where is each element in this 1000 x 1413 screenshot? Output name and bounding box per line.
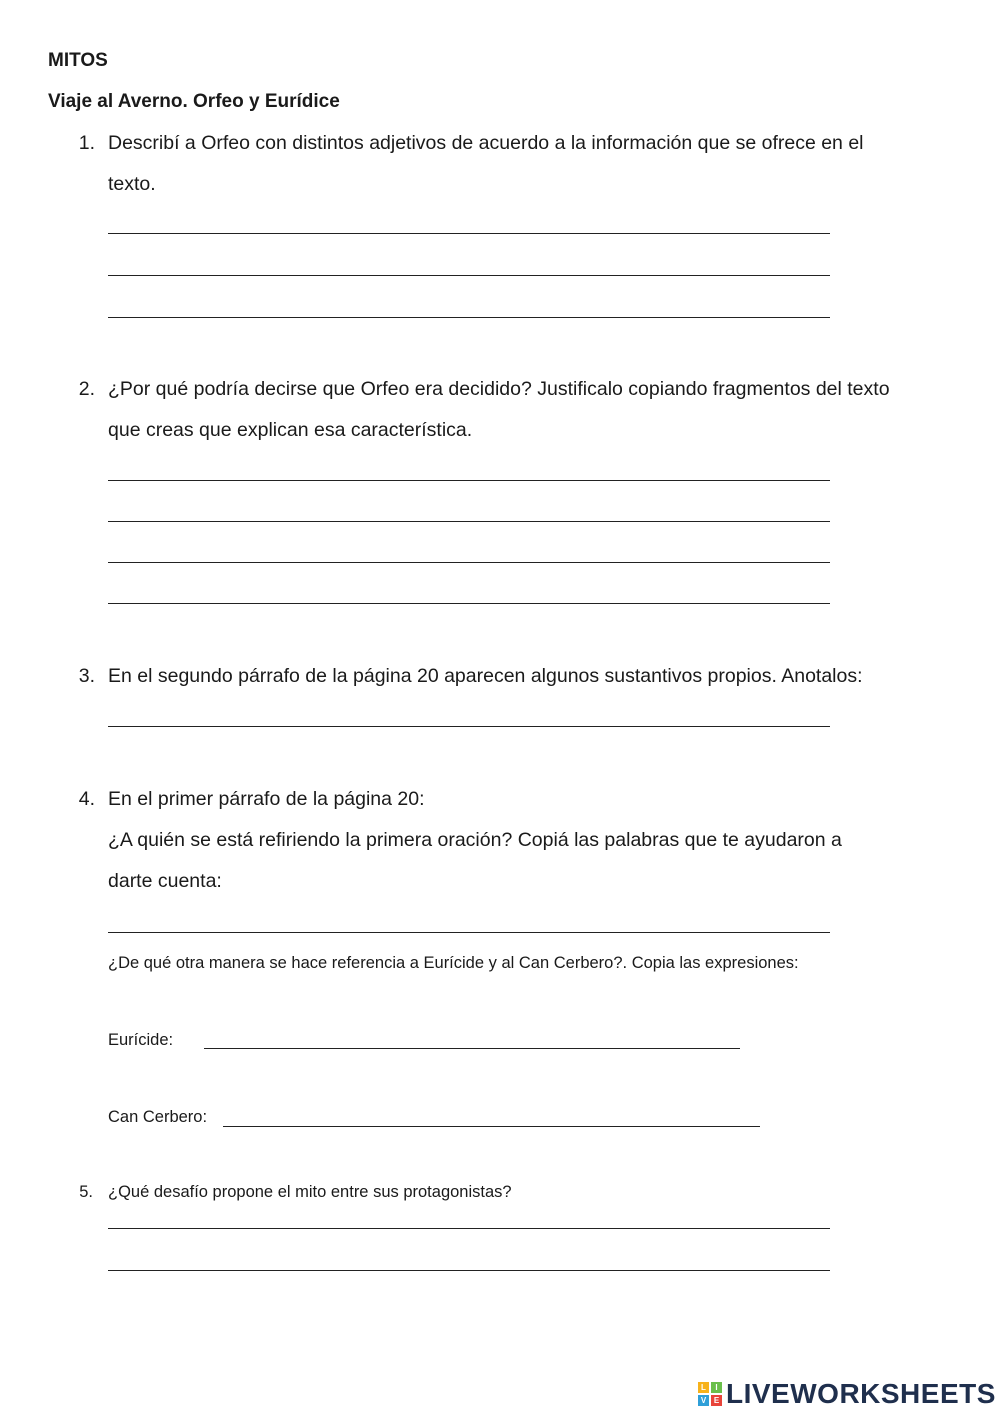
answer-line-q1-2[interactable] (108, 275, 830, 276)
worksheet-title: MITOS (48, 50, 108, 71)
question-2-text-line-1: ¿Por qué podría decirse que Orfeo era decidido? Justificalo copiando fragmentos del texto (108, 378, 890, 400)
question-2-text-line-2: que creas que explican esa característica. (108, 419, 473, 441)
answer-line-q4-1[interactable] (108, 932, 830, 933)
answer-line-q2-1[interactable] (108, 480, 830, 481)
question-5-text-line-1: ¿Qué desafío propone el mito entre sus protagonistas? (108, 1183, 512, 1201)
question-5-number: 5. (79, 1183, 93, 1201)
question-1-number: 1. (78, 132, 95, 154)
question-4-sub-question: ¿De qué otra manera se hace referencia a Eurícide y al Can Cerbero?. Copia las expresiones: (108, 954, 799, 972)
answer-line-q2-3[interactable] (108, 562, 830, 563)
euricide-answer-line[interactable] (204, 1048, 740, 1049)
answer-line-q5-1[interactable] (108, 1228, 830, 1229)
answer-line-q1-1[interactable] (108, 233, 830, 234)
can-cerbero-answer-line[interactable] (223, 1126, 760, 1127)
question-4-text-line-3: darte cuenta: (108, 870, 222, 892)
question-4-number: 4. (78, 788, 95, 810)
worksheet-subtitle: Viaje al Averno. Orfeo y Eurídice (48, 91, 340, 112)
question-2-number: 2. (78, 378, 95, 400)
euricide-label: Eurícide: (108, 1031, 174, 1049)
liveworksheets-logo (698, 1378, 996, 1410)
liveworksheets-logo-icon (698, 1382, 722, 1406)
question-3-text-line-1: En el segundo párrafo de la página 20 aparecen algunos sustantivos propios. Anotalos: (108, 665, 863, 687)
answer-line-q2-2[interactable] (108, 521, 830, 522)
logo-tile-v: V (698, 1395, 709, 1406)
answer-line-q5-2[interactable] (108, 1270, 830, 1271)
liveworksheets-wordmark: LIVEWORKSHEETS (726, 1378, 996, 1409)
question-1-text-line-2: texto. (108, 173, 156, 195)
answer-line-q1-3[interactable] (108, 317, 830, 318)
answer-line-q2-4[interactable] (108, 603, 830, 604)
can-cerbero-label: Can Cerbero: (108, 1108, 208, 1126)
question-4-text-line-1: En el primer párrafo de la página 20: (108, 788, 425, 810)
logo-tile-e: E (711, 1395, 722, 1406)
question-3-number: 3. (78, 665, 95, 687)
question-1-text-line-1: Describí a Orfeo con distintos adjetivos de acuerdo a la información que se ofrece en el (108, 132, 864, 154)
answer-line-q3-1[interactable] (108, 726, 830, 727)
logo-tile-i: I (711, 1382, 722, 1393)
logo-tile-l: L (698, 1382, 709, 1393)
question-4-text-line-2: ¿A quién se está refiriendo la primera oración? Copiá las palabras que te ayudaron a (108, 829, 842, 851)
